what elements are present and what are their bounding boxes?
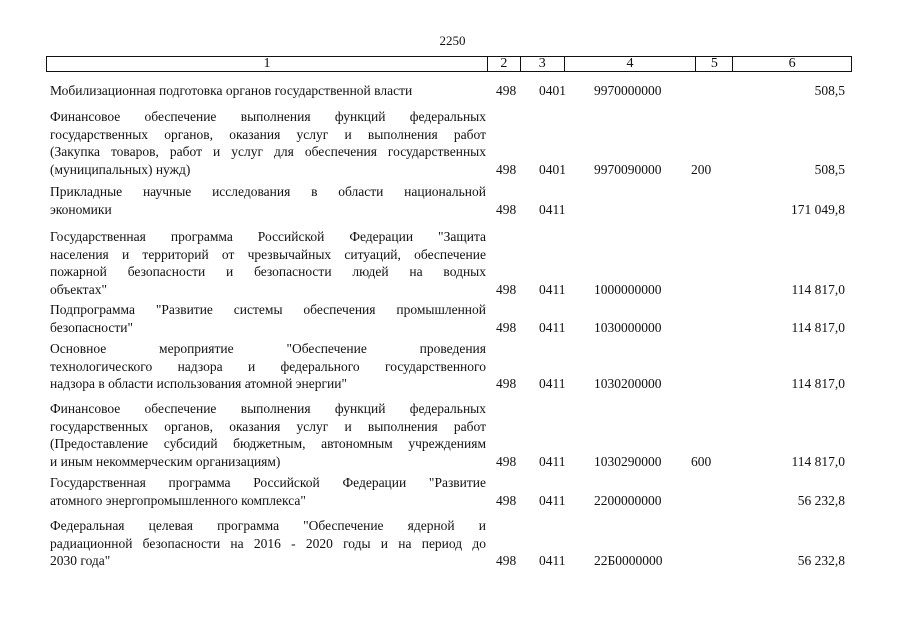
description-line: Мобилизационная подготовка органов государственной власти <box>50 83 413 98</box>
col-5-value: 600 <box>691 454 712 470</box>
description-line: безопасности" <box>50 319 133 335</box>
col-2-value: 498 <box>496 454 517 470</box>
col-2-value: 498 <box>496 201 517 217</box>
header-col-1: 1 <box>47 57 488 71</box>
description-line: (Закупка товаров, работ и услуг для обеспечения государственных <box>50 144 486 160</box>
description-line: Федеральная целевая программа "Обеспечение ядерной и <box>50 518 486 533</box>
row-description <box>50 474 486 509</box>
col-3-value: 0411 <box>539 201 566 217</box>
description-line: экономики <box>50 201 112 217</box>
description-line: Государственная программа Российской Федерации "Защита <box>50 229 486 244</box>
row-description <box>50 228 486 299</box>
col-4-value: 9970000000 <box>594 82 662 98</box>
col-4-value: 22Б0000000 <box>594 553 663 569</box>
header-col-5: 5 <box>696 57 733 71</box>
table-row <box>50 340 850 393</box>
col-2-value: 498 <box>496 162 517 178</box>
description-line: и иным некоммерческим организациям) <box>50 454 281 470</box>
col-3-value: 0401 <box>539 162 566 178</box>
col-2-value: 498 <box>496 282 517 298</box>
col-4-value: 1030290000 <box>594 454 662 470</box>
description-line: технологического надзора и федерального государственного <box>50 358 486 374</box>
table-row <box>50 108 850 179</box>
col-6-value: 114 817,0 <box>791 376 845 392</box>
row-description <box>50 82 486 100</box>
col-2-value: 498 <box>496 376 517 392</box>
row-description <box>50 108 486 179</box>
description-line: Прикладные научные исследования в области национальной <box>50 184 486 199</box>
table-row <box>50 228 850 299</box>
col-4-value: 1030000000 <box>594 319 662 335</box>
col-5-value: 200 <box>691 162 712 178</box>
col-6-value: 114 817,0 <box>791 319 845 335</box>
col-6-value: 56 232,8 <box>797 553 845 569</box>
row-description <box>50 183 486 218</box>
description-line: (муниципальных) нужд) <box>50 162 191 178</box>
description-line: Финансовое обеспечение выполнения функций федеральных <box>50 109 486 124</box>
col-2-value: 498 <box>496 82 517 98</box>
description-line: населения и территорий от чрезвычайных ситуаций, обеспечение <box>50 246 486 262</box>
description-line: Финансовое обеспечение выполнения функций федеральных <box>50 401 486 416</box>
description-line: объектах" <box>50 282 107 298</box>
col-2-value: 498 <box>496 553 517 569</box>
table-row <box>50 183 850 218</box>
table-row <box>50 82 850 100</box>
header-col-2: 2 <box>488 57 521 71</box>
table-row <box>50 301 850 336</box>
table-row <box>50 474 850 509</box>
row-description <box>50 400 486 471</box>
col-6-value: 508,5 <box>814 162 845 178</box>
col-6-value: 171 049,8 <box>791 201 845 217</box>
col-2-value: 498 <box>496 319 517 335</box>
col-4-value: 9970090000 <box>594 162 662 178</box>
row-description <box>50 517 486 570</box>
col-4-value: 1030200000 <box>594 376 662 392</box>
table-header <box>46 56 852 72</box>
col-3-value: 0411 <box>539 376 566 392</box>
col-4-value: 1000000000 <box>594 282 662 298</box>
col-3-value: 0411 <box>539 492 566 508</box>
description-line: (Предоставление субсидий бюджетным, автономным учреждениям <box>50 436 486 452</box>
description-line: атомного энергопромышленного комплекса" <box>50 492 306 508</box>
page-number: 2250 <box>439 33 466 48</box>
header-col-3: 3 <box>521 57 565 71</box>
col-6-value: 56 232,8 <box>797 492 845 508</box>
col-3-value: 0411 <box>539 454 566 470</box>
col-6-value: 508,5 <box>814 82 845 98</box>
col-3-value: 0401 <box>539 82 566 98</box>
col-2-value: 498 <box>496 492 517 508</box>
description-line: 2030 года" <box>50 553 111 569</box>
description-line: Государственная программа Российской Федерации "Развитие <box>50 475 486 490</box>
row-description <box>50 340 486 393</box>
description-line: пожарной безопасности и безопасности людей на водных <box>50 264 486 280</box>
description-line: Основное мероприятие "Обеспечение проведения <box>50 341 486 356</box>
table-row <box>50 400 850 471</box>
col-3-value: 0411 <box>539 553 566 569</box>
header-col-6: 6 <box>788 56 796 71</box>
row-description <box>50 301 486 336</box>
description-line: государственных органов, оказания услуг и выполнения работ <box>50 126 486 142</box>
description-line: государственных органов, оказания услуг и выполнения работ <box>50 418 486 434</box>
description-line: радиационной безопасности на 2016 - 2020 годы и на период до <box>50 535 486 551</box>
col-3-value: 0411 <box>539 282 566 298</box>
col-3-value: 0411 <box>539 319 566 335</box>
col-6-value: 114 817,0 <box>791 454 845 470</box>
description-line: Подпрограмма "Развитие системы обеспечения промышленной <box>50 302 486 317</box>
header-col-4: 4 <box>565 57 697 71</box>
description-line: надзора в области использования атомной энергии" <box>50 376 347 392</box>
col-4-value: 2200000000 <box>594 492 662 508</box>
col-6-value: 114 817,0 <box>791 282 845 298</box>
table-row <box>50 517 850 570</box>
